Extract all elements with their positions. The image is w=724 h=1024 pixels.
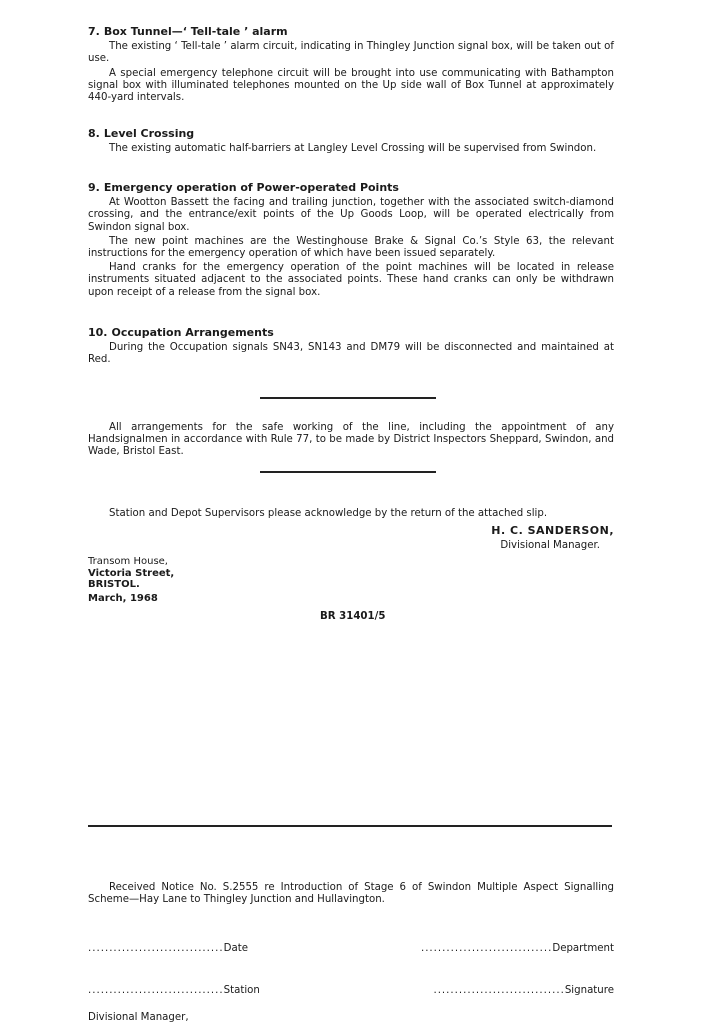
section-box-tunnel (88, 26, 614, 106)
divider (260, 397, 436, 399)
section-title: Occupation Arrangements (111, 326, 274, 339)
tear-line (88, 825, 612, 827)
section-occupation (88, 327, 614, 369)
date-field[interactable] (88, 943, 248, 955)
received-notice-text: Received Notice No. S.2555 re Introduction of Stage 6 of Swindon Multiple Aspect Signalling Scheme—Hay Lane to Thingley Junction and Hullavington. (88, 882, 614, 906)
paragraph: The new point machines are the Westinghouse Brake & Signal Co.’s Style 63, the relevant instructions for the emergency operation of which have been issued separately. (88, 235, 614, 260)
arrangements-text: All arrangements for the safe working of the line, including the appointment of any Handsignalmen in accordance with Rule 77, to be made by District Inspectors Sheppard, Swindon, and Wade, Bristol East. (88, 422, 614, 458)
signature-block (88, 525, 614, 552)
section-title: Level Crossing (103, 127, 195, 140)
section-number: 9. (88, 181, 100, 194)
address-date: March, 1968 (88, 592, 158, 604)
paragraph: At Wootton Bassett the facing and trailing junction, together with the associated switch-diamond crossing, and the entrance/exit points of the Up Goods Loop, will be operated electrically from Swindon signal box. (88, 197, 614, 233)
section-heading (88, 182, 614, 194)
address-block (88, 556, 288, 604)
fill-dots: ................................ (88, 985, 224, 996)
paragraph: A special emergency telephone circuit will be brought into use communicating with Bathampton signal box with illuminated telephones mounted on the Up side wall of Box Tunnel at approximately 440-yard intervals. (88, 67, 614, 104)
department-label: Department (552, 943, 614, 954)
section-number: 8. (88, 127, 100, 140)
acknowledge-text: Station and Depot Supervisors please acknowledge by the return of the attached slip. (109, 508, 548, 519)
paragraph: During the Occupation signals SN43, SN143 and DM79 will be disconnected and maintained at Red. (88, 342, 614, 366)
slip-addressee: Divisional Manager, (88, 1012, 189, 1023)
section-title: Emergency operation of Power-operated Points (103, 181, 399, 194)
document-page (88, 0, 614, 1024)
fill-dots: ................................ (88, 943, 224, 954)
signatory-title: Divisional Manager. (500, 540, 600, 552)
fill-dots: ............................... (433, 985, 565, 996)
section-number: 7. (88, 25, 100, 38)
section-number: 10. (88, 326, 108, 339)
divider (260, 471, 436, 473)
section-heading (88, 128, 614, 140)
paragraph: The existing ‘ Tell-tale ’ alarm circuit, indicating in Thingley Junction signal box, will be taken out of use. (88, 41, 614, 65)
fill-dots: ............................... (420, 943, 553, 954)
return-slip (88, 882, 614, 908)
section-emergency-points (88, 182, 614, 301)
station-field[interactable] (88, 985, 260, 997)
section-heading (88, 26, 614, 38)
paragraph: Hand cranks for the emergency operation of the point machines will be located in release instruments situated adjacent to the associated points. These hand cranks can only be withdrawn upon receipt of a release from the signal box. (88, 262, 614, 298)
station-label: Station (223, 985, 260, 996)
paragraph: The existing automatic half-barriers at Langley Level Crossing will be supervised from Swindon. (109, 143, 597, 155)
acknowledge-block (88, 508, 614, 522)
signature-label: Signature (564, 985, 614, 996)
signature-field[interactable] (433, 985, 614, 997)
reference-number: BR 31401/5 (320, 611, 386, 622)
address-line: Transom House, (88, 556, 168, 567)
address-line: BRISTOL. (88, 579, 140, 590)
section-level-crossing (88, 128, 614, 157)
address-line: Victoria Street, (88, 567, 175, 579)
section-heading (88, 327, 614, 339)
signatory-name: H. C. SANDERSON, (491, 524, 614, 537)
section-title: Box Tunnel—‘ Tell-tale ’ alarm (103, 25, 288, 38)
department-field[interactable] (421, 943, 614, 955)
date-label: Date (223, 943, 248, 954)
arrangements-block (88, 422, 614, 461)
